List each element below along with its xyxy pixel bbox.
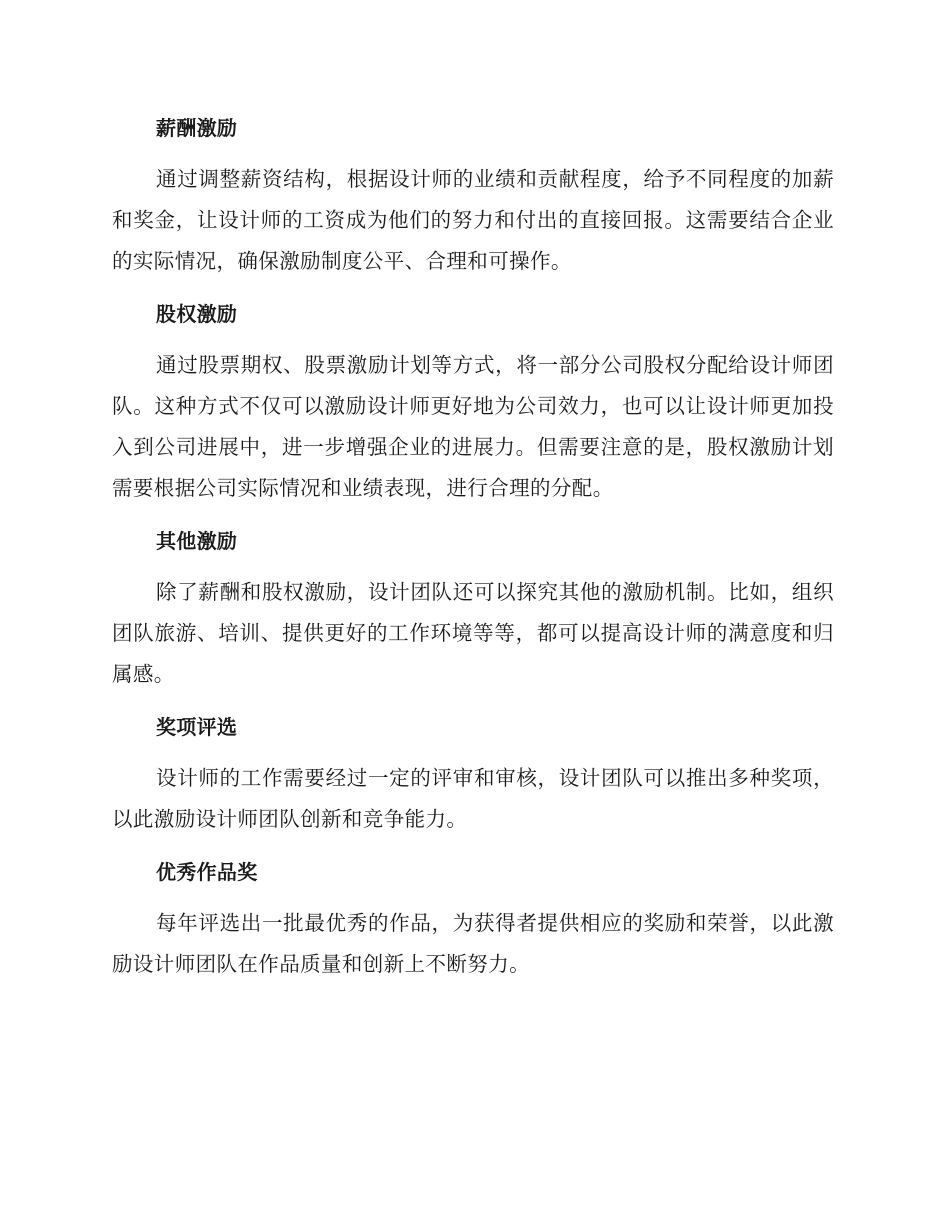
section-paragraph-excellent-work-award: 每年评选出一批最优秀的作品，为获得者提供相应的奖励和荣誉，以此激励设计师团队在作品质量和创新上不断努力。 [112,911,834,976]
section-heading-excellent-work-award: 优秀作品奖 [156,860,258,884]
section-heading-salary-incentive: 薪酬激励 [156,116,238,140]
section-paragraph-salary-incentive: 通过调整薪资结构，根据设计师的业绩和贡献程度，给予不同程度的加薪和奖金，让设计师的工资成为他们的努力和付出的直接回报。这需要结合企业的实际情况，确保激励制度公平、合理和可操作。 [112,167,834,273]
section-heading-other-incentive: 其他激励 [156,529,238,553]
section-paragraph-award-selection: 设计师的工作需要经过一定的评审和审核，设计团队可以推出多种奖项，以此激励设计师团队创新和竞争能力。 [112,766,834,831]
document-body [112,108,834,997]
section-heading-award-selection: 奖项评选 [156,715,238,739]
section-paragraph-other-incentive: 除了薪酬和股权激励，设计团队还可以探究其他的激励机制。比如，组织团队旅游、培训、提供更好的工作环境等等，都可以提高设计师的满意度和归属感。 [112,580,834,686]
section-heading-equity-incentive: 股权激励 [156,302,238,326]
section-paragraph-equity-incentive: 通过股票期权、股票激励计划等方式，将一部分公司股权分配给设计师团队。这种方式不仅可以激励设计师更好地为公司效力，也可以让设计师更加投入到公司进展中，进一步增强企业的进展力。但需要注意的是，股权激励计划需要根据公司实际情况和业绩表现，进行合理的分配。 [112,353,834,500]
